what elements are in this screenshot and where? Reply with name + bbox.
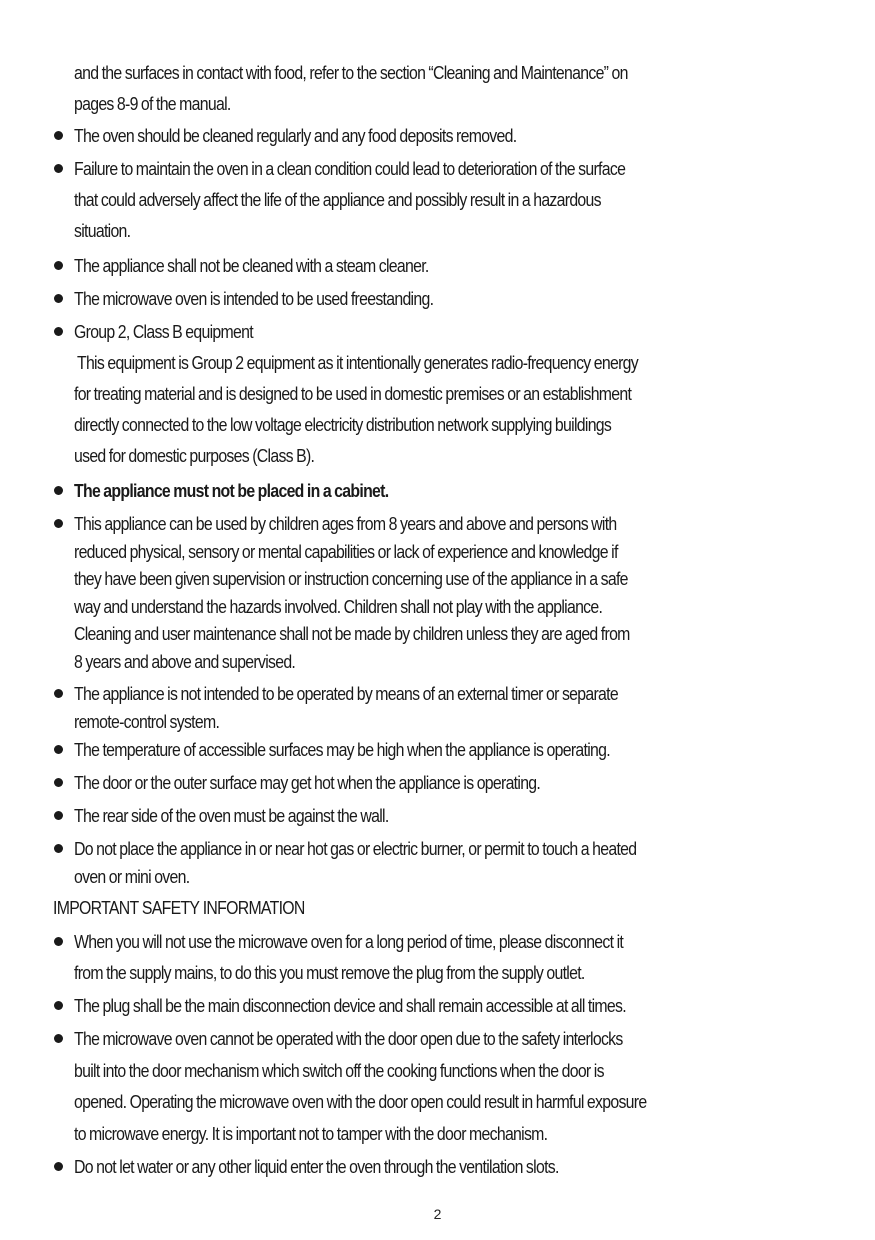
text-line: they have been given supervision or instruction concerning use of the appliance in a safe <box>74 569 628 589</box>
text-line: reduced physical, sensory or mental capabilities or lack of experience and knowledge if <box>74 541 618 562</box>
list-item-warning <box>74 476 730 507</box>
text-line: The oven should be cleaned regularly and any food deposits removed. <box>74 126 517 146</box>
section-heading: IMPORTANT SAFETY INFORMATION <box>53 898 305 918</box>
text-line: Cleaning and user maintenance shall not be made by children unless they are aged from <box>74 624 630 644</box>
bullet-marker <box>54 327 63 336</box>
text-line: Do not place the appliance in or near hot gas or electric burner, or permit to touch a heated <box>74 839 637 859</box>
text-line: The rear side of the oven must be against the wall. <box>74 806 389 826</box>
list-item <box>74 836 730 891</box>
list-item <box>74 317 730 472</box>
bullet-marker <box>54 1034 63 1043</box>
text-line: pages 8-9 of the manual. <box>74 94 231 114</box>
text-line: to microwave energy. It is important not to tamper with the door mechanism. <box>74 1123 548 1144</box>
text-line: This equipment is Group 2 equipment as it intentionally generates radio-frequency energy <box>74 353 638 373</box>
bullet-marker <box>54 519 63 528</box>
bullet-marker <box>54 689 63 698</box>
list-item <box>74 1024 730 1150</box>
list-item <box>74 802 730 830</box>
bullet-marker <box>54 811 63 820</box>
text-line: 8 years and above and supervised. <box>74 651 296 672</box>
text-line: oven or mini oven. <box>74 866 190 887</box>
text-line: opened. Operating the microwave oven with the door open could result in harmful exposure <box>74 1092 647 1112</box>
list-item <box>74 736 730 764</box>
bullet-marker <box>54 778 63 787</box>
text-line: The appliance shall not be cleaned with a steam cleaner. <box>74 256 429 276</box>
bullet-marker <box>54 486 63 495</box>
list-item <box>74 991 730 1022</box>
list-item <box>74 154 730 247</box>
bullet-marker <box>54 937 63 946</box>
list-item <box>74 769 730 797</box>
list-item <box>74 121 730 152</box>
bullet-marker <box>54 131 63 140</box>
list-item <box>74 927 730 989</box>
text-line: This appliance can be used by children ages from 8 years and above and persons with <box>74 514 617 534</box>
text-line: The appliance must not be placed in a cabinet. <box>74 481 389 501</box>
text-line: When you will not use the microwave oven for a long period of time, please disconnect it <box>74 932 624 952</box>
text-line: Group 2, Class B equipment <box>74 322 253 342</box>
bullet-marker <box>54 1162 63 1171</box>
list-item <box>74 681 730 736</box>
bullet-marker <box>54 261 63 270</box>
text-line: that could adversely affect the life of the appliance and possibly result in a hazardous <box>74 190 601 210</box>
page-number: 2 <box>433 1206 442 1222</box>
text-line: for treating material and is designed to be used in domestic premises or an establishment <box>74 384 632 404</box>
text-line: situation. <box>74 221 131 241</box>
list-item <box>74 511 730 676</box>
text-line: built into the door mechanism which switch off the cooking functions when the door is <box>74 1060 604 1081</box>
text-line: The temperature of accessible surfaces may be high when the appliance is operating. <box>74 740 610 760</box>
text-line: The appliance is not intended to be operated by means of an external timer or separate <box>74 684 618 704</box>
text-line: The microwave oven cannot be operated with the door open due to the safety interlocks <box>74 1029 623 1049</box>
bullet-marker <box>54 745 63 754</box>
text-line: directly connected to the low voltage electricity distribution network supplying buildings <box>74 415 612 435</box>
text-line: The door or the outer surface may get hot when the appliance is operating. <box>74 773 541 793</box>
text-line: from the supply mains, to do this you must remove the plug from the supply outlet. <box>74 963 585 983</box>
text-line: The microwave oven is intended to be used freestanding. <box>74 289 434 309</box>
bullet-marker <box>54 844 63 853</box>
bullet-marker <box>54 1001 63 1010</box>
bullet-marker <box>54 294 63 303</box>
text-line: remote-control system. <box>74 711 220 732</box>
text-line: The plug shall be the main disconnection device and shall remain accessible at all times. <box>74 996 626 1016</box>
continuation-paragraph <box>74 58 730 120</box>
bullet-marker <box>54 164 63 173</box>
list-item <box>74 251 730 282</box>
text-line: used for domestic purposes (Class B). <box>74 446 315 466</box>
list-item <box>74 1152 730 1183</box>
text-line: way and understand the hazards involved. Children shall not play with the appliance. <box>74 596 603 617</box>
text-line: Failure to maintain the oven in a clean condition could lead to deterioration of the surface <box>74 159 626 179</box>
text-line: and the surfaces in contact with food, refer to the section “Cleaning and Maintenance” on <box>74 63 628 83</box>
list-item <box>74 284 730 315</box>
text-line: Do not let water or any other liquid enter the oven through the ventilation slots. <box>74 1157 559 1177</box>
